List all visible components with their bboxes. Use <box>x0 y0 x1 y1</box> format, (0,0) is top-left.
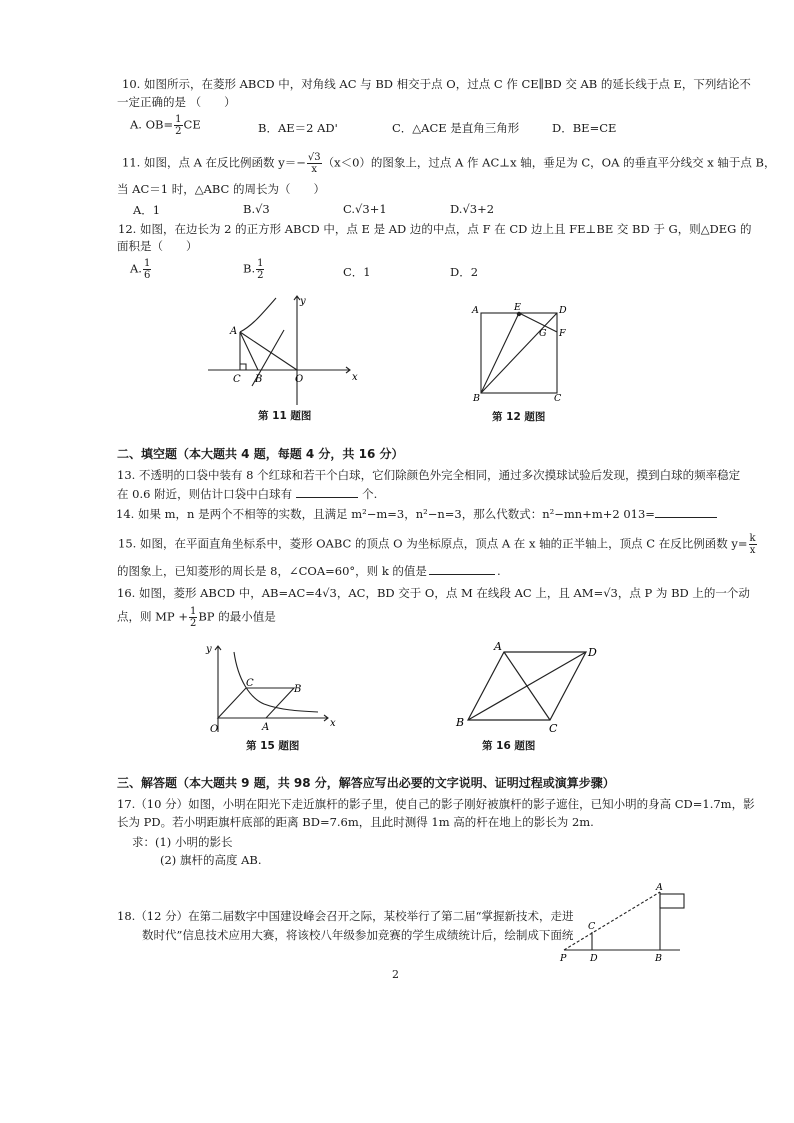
fig16-label-d: D <box>588 646 597 659</box>
fig12-label-f: F <box>559 328 566 339</box>
q10-line2: 一定正确的是 （ ） <box>117 95 236 109</box>
figure-16-caption: 第 16 题图 <box>482 740 536 752</box>
q10-option-a: A. OB= $\frac{1}{2}$ CE <box>130 114 201 137</box>
q17-ask-1: 求：(1) 小明的影长 <box>132 835 233 849</box>
q13-line1: 13. 不透明的口袋中装有 8 个红球和若干个白球，它们除颜色外完全相同，通过多次摸球试验后发现，摸到白球的频率稳定 <box>117 468 741 482</box>
fig12-label-c: C <box>554 393 562 404</box>
fig16-label-c: C <box>549 722 558 735</box>
q11-option-b: B.√3 <box>243 202 270 216</box>
q14-line: 14. 如果 m，n 是两个不相等的实数，且满足 m²−m=3，n²−n=3，那么代数式：n²−mn+m+2 013= <box>116 507 717 521</box>
fig11-label-y: y <box>300 296 306 307</box>
q17-line1: 17.（10 分）如图，小明在阳光下走近旗杆的影子里，使自己的影子刚好被旗杆的影子遮住，已知小明的身高 CD=1.7m，影 <box>117 797 755 811</box>
fig11-label-o: O <box>295 374 304 385</box>
q15-answer-blank[interactable] <box>429 574 495 575</box>
fig15-label-y: y <box>206 644 212 655</box>
fig12-label-a: A <box>472 305 479 316</box>
fig12-label-d: D <box>559 305 567 316</box>
q15-line1: 15. 如图，在平面直角坐标系中，菱形 OABC 的顶点 O 为坐标原点，顶点 A 在 x 轴的正半轴上，顶点 C 在反比例函数 y= $\frac{k}{x}$ <box>118 533 756 556</box>
q12-line1: 12. 如图，在边长为 2 的正方形 ABCD 中，点 E 是 AD 边的中点，点 F 在 CD 边上且 FE⊥BE 交 BD 于 G，则△DEG 的 <box>118 222 752 236</box>
fig11-label-x: x <box>352 372 358 383</box>
section-3-title: 三、解答题（本大题共 9 题，共 98 分，解答应写出必要的文字说明、证明过程或演算步骤） <box>117 776 615 790</box>
figure-16 <box>452 640 602 735</box>
q10-option-c: C．△ACE 是直角三角形 <box>392 121 520 135</box>
q13-answer-blank[interactable] <box>296 497 358 498</box>
q17-line2: 长为 PD。若小明距旗杆底部的距离 BD=7.6m，且此时测得 1m 高的杆在地上的影长为 2m. <box>117 815 594 829</box>
figure-12 <box>470 303 580 403</box>
q12-line2: 面积是（ ） <box>117 239 198 253</box>
q18-line2: 数时代”信息技术应用大赛，将该校八年级参加竞赛的学生成绩统计后，绘制成下面统 <box>142 928 574 942</box>
figure-11-caption: 第 11 题图 <box>258 410 312 422</box>
fig12-label-e: E <box>514 302 521 313</box>
fig12-label-g: G <box>539 328 547 339</box>
fig17-label-c: C <box>588 921 596 932</box>
fig11-label-b: B <box>255 374 263 385</box>
fig17-label-d: D <box>590 953 598 964</box>
q15-line2: 的图象上，已知菱形的周长是 8，∠COA=60°，则 k 的值是 . <box>117 564 501 578</box>
q10-option-d: D．BE=CE <box>552 121 617 135</box>
fig15-label-a: A <box>262 722 270 733</box>
fig17-label-p: P <box>560 953 567 964</box>
fig16-label-b: B <box>456 716 465 729</box>
fig15-label-b: B <box>294 684 302 695</box>
fig15-label-c: C <box>246 678 254 689</box>
q12-option-b: B. $\frac{1}{2}$ <box>243 258 264 281</box>
figure-17 <box>556 878 686 963</box>
q13-line2: 在 0.6 附近，则估计口袋中白球有 个. <box>117 487 378 501</box>
fig12-label-b: B <box>473 393 480 404</box>
figure-11 <box>200 290 360 410</box>
q12-option-d: D．2 <box>450 265 479 279</box>
q12-option-a: A. $\frac{1}{6}$ <box>130 258 151 281</box>
q16-line1: 16. 如图，菱形 ABCD 中，AB=AC=4√3，AC，BD 交于 O，点 M 在线段 AC 上，且 AM=√3，点 P 为 BD 上的一个动 <box>117 586 750 600</box>
fig15-label-x: x <box>330 718 336 729</box>
q11-option-d: D.√3+2 <box>450 202 495 216</box>
q12-option-c: C．1 <box>343 265 371 279</box>
fig16-label-a: A <box>494 640 502 653</box>
q11-line2: 当 AC＝1 时，△ABC 的周长为（ ） <box>117 182 325 196</box>
q18-line1: 18.（12 分）在第二届数字中国建设峰会召开之际，某校举行了第二届“掌握新技术，走进 <box>117 909 574 923</box>
fig17-label-a: A <box>656 882 663 893</box>
fig11-label-a: A <box>230 326 238 337</box>
q11-line1: 11. 如图，点 A 在反比例函数 y＝− $\frac{√3}{x}$ （x＜0）的图象上，过点 A 作 AC⊥x 轴，垂足为 C，OA 的垂直平分线交 x 轴于点 B， <box>122 152 776 175</box>
q11-option-a: A．1 <box>133 203 161 217</box>
q16-line2: 点，则 MP + $\frac{1}{2}$ BP 的最小值是 <box>117 606 276 629</box>
fig15-label-o: O <box>210 724 219 735</box>
fig17-label-b: B <box>655 953 662 964</box>
fig11-label-c: C <box>233 374 241 385</box>
q11-option-c: C.√3+1 <box>343 202 387 216</box>
q14-answer-blank[interactable] <box>655 517 717 518</box>
section-2-title: 二、填空题（本大题共 4 题，每题 4 分，共 16 分） <box>117 447 404 461</box>
figure-12-caption: 第 12 题图 <box>492 411 546 423</box>
q10-option-b: B．AE＝2 AD' <box>258 121 338 135</box>
page-number: 2 <box>392 968 399 981</box>
q17-ask-2: (2) 旗杆的高度 AB. <box>160 853 262 867</box>
figure-15 <box>208 640 338 740</box>
q10-line1: 10. 如图所示，在菱形 ABCD 中，对角线 AC 与 BD 相交于点 O，过点 C 作 CE∥BD 交 AB 的延长线于点 E，下列结论不 <box>122 77 751 91</box>
figure-15-caption: 第 15 题图 <box>246 740 300 752</box>
